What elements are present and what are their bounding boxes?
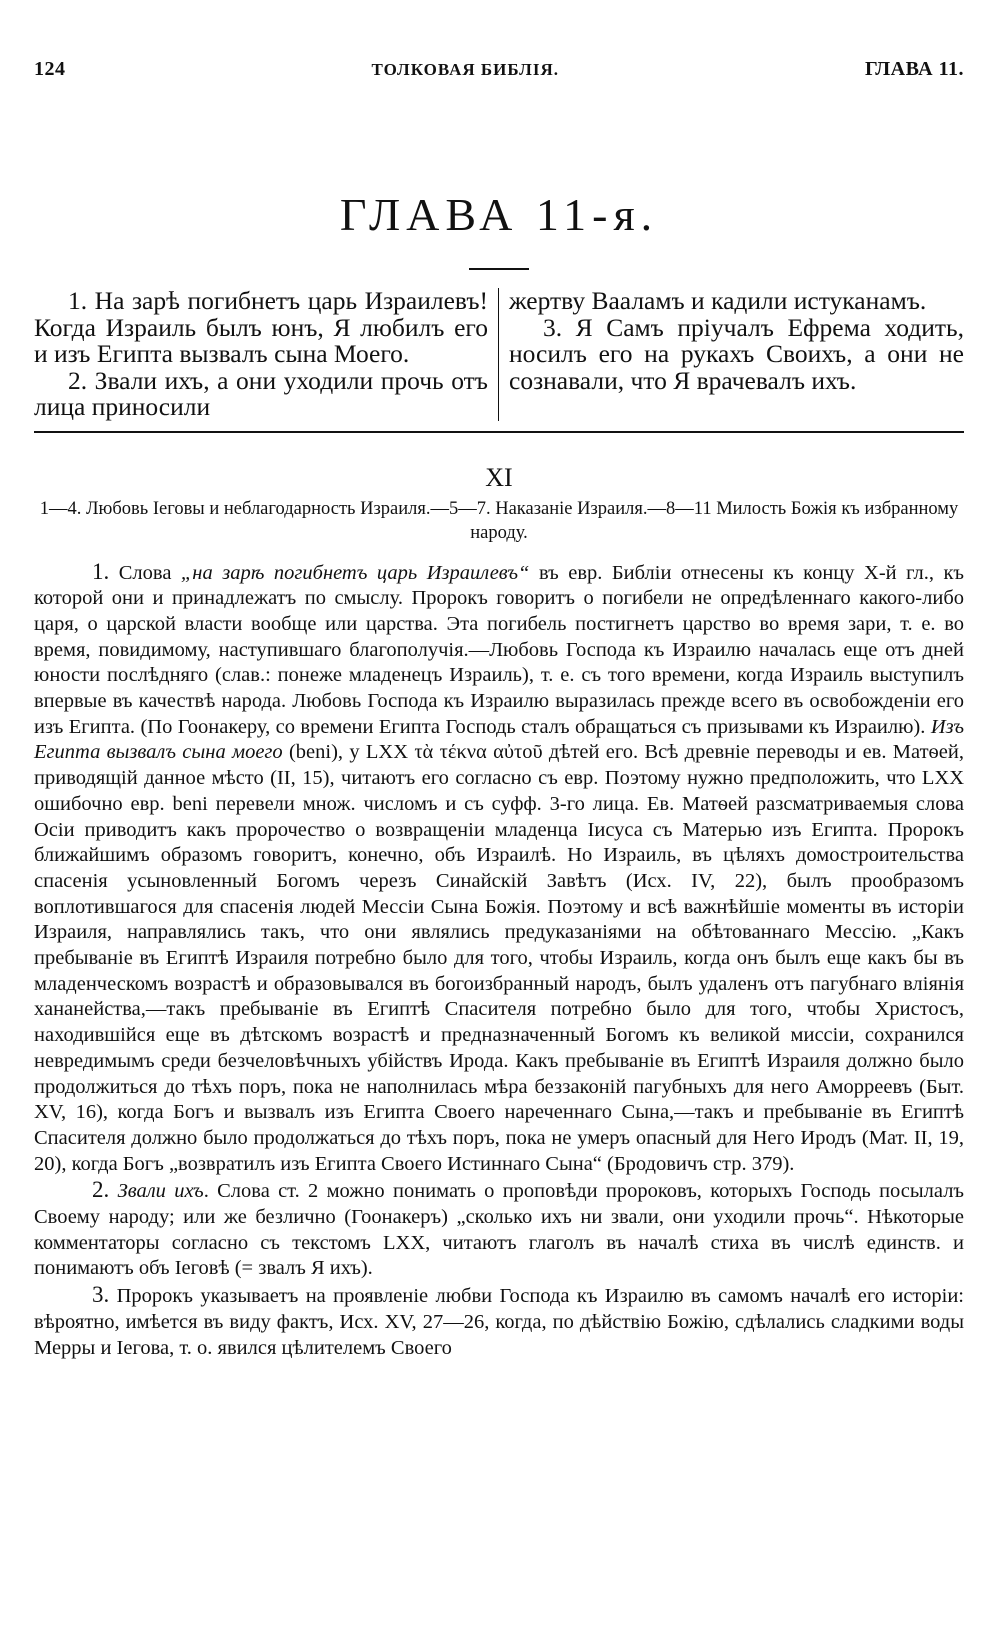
section-number: XI	[485, 462, 513, 492]
section-rule	[34, 431, 964, 433]
scripture-columns	[34, 288, 964, 421]
commentary-paragraph-3	[34, 1282, 964, 1361]
paragraph-text: . Слова ст. 2 можно понимать о проповѣди пророковъ, которыхъ Господь посылалъ Своему народу; или же безлично (Гоонакеръ) „сколько ихъ ни звали, они уходили прочь“. Нѣкоторые комментаторы согласно съ текстомъ LXX, читаютъ глаголъ въ началѣ стиха въ числѣ единств. и понимаютъ объ Іеговѣ (= звалъ Я ихъ).	[34, 1180, 965, 1280]
italic-quote: „на зарѣ погибнетъ царь Израилевъ“	[180, 561, 530, 584]
book-page	[34, 40, 964, 1361]
verse-1: 1. На зарѣ погибнетъ царь Израилевъ! Когда Израиль былъ юнъ, Я любилъ его и изъ Египта вызвалъ сына Моего.	[34, 286, 488, 368]
commentary-paragraph-1	[34, 559, 964, 1178]
page-number: 124	[34, 58, 66, 80]
chapter-title: ГЛАВА 11-я.	[339, 189, 659, 240]
paragraph-text: (beni), у LXX τὰ τέκνα αὐτοῦ дѣтей его. Всѣ древніе переводы и ев. Матѳей, приводящій данное мѣсто (II, 15), читаютъ его согласно съ евр. Поэтому нужно предположить, что LXX ошибочно евр. beni перевели множ. числомъ и съ суфф. 3-го лица. Ев. Матѳей разсматриваемыя слова Осіи приводитъ какъ пророчество о возвращеніи младенца Іисуса съ Матерью изъ Египта. Пророкъ ближайшимъ образомъ говоритъ, конечно, объ Израилѣ. Но Израиль, въ цѣляхъ домостроительства спасенія усыновленный Богомъ черезъ Синайскій Завѣтъ (Исх. IV, 22), былъ прообразомъ воплотившагося для спасенія людей Мессіи Сына Божія. Поэтому и всѣ важнѣйшіе моменты въ исторіи Израиля, направлялись такъ, что они являлись предуказаніями на обѣтованнаго Мессію. „Какъ пребываніе въ Египтѣ Израиля потребно было для того, чтобы Израиль, когда онъ былъ еще какъ бы въ младенческомъ возрастѣ и образовывался въ богоизбранный народъ, былъ удаленъ отъ пагубнаго вліянія хананейства,—такъ пребываніе въ Египтѣ Спасителя потребно было для того, чтобы Христосъ, находившійся еще въ дѣтскомъ возрастѣ и предназначенный Богомъ къ великой миссіи, сохранился невредимымъ среди безчеловѣчныхъ убійствъ Ирода. Какъ пребываніе въ Египтѣ Израиля должно было продолжиться до тѣхъ поръ, пока не наполнилась мѣра беззаконій пагубныхъ для него Аморреевъ (Быт. XV, 16), когда Богъ и вызвалъ изъ Египта Своего нареченнаго Сына,—такъ и пребываніе въ Египтѣ Спасителя должно было продолжаться до тѣхъ поръ, пока не умеръ опасный для Него Иродъ (Мат. II, 19, 20), когда Богъ „возвратилъ изъ Египта Своего Истиннаго Сына“ (Бродовичъ стр. 379).	[34, 741, 964, 1175]
verse-number: 2.	[92, 1177, 110, 1203]
paragraph-text: въ евр. Библіи отнесены къ концу X-й гл., къ которой они и принадлежатъ по смыслу. Пророкъ говоритъ о погибели не опредѣленнаго какого-либо царя, о царской власти вообще или царства. Эта погибель постигнетъ царство во время зари, т. е. во время, повидимому, наступившаго благополучія.—Любовь Господа къ Израилю началась еще отъ дней юности послѣдняго (слав.: понеже младенецъ Израиль), т. е. съ того времени, когда Израиль выступилъ впервые въ качествѣ народа. Любовь Господа къ Израилю выразилась прежде всего въ освобожденіи его изъ Египта. (По Гоонакеру, со времени Египта Господь сталъ обращаться съ призывами къ Израилю).	[34, 561, 965, 738]
verse-number: 3.	[92, 1282, 110, 1308]
running-head	[34, 40, 964, 92]
title-rule	[469, 268, 529, 270]
scripture-column-left	[34, 288, 499, 421]
section-summary: 1—4. Любовь Іеговы и неблагодарность Израиля.—5—7. Наказаніе Израиля.—8—11 Милость Божія къ избранному народу.	[39, 498, 959, 543]
verse-2: 2. Звали ихъ, а они уходили прочь отъ лица приносили	[34, 365, 488, 421]
book-title: ТОЛКОВАЯ БИБЛІЯ.	[371, 60, 559, 79]
paragraph-text: Пророкъ указываетъ на проявленіе любви Господа къ Израилю въ самомъ началѣ его исторіи: вѣроятно, имѣется въ виду фактъ, Исх. XV, 27—26, когда, по дѣйствію Божію, сдѣлались сладкими воды Мерры и Іегова, т. о. явился цѣлителемъ Своего	[34, 1285, 964, 1359]
italic-quote: Звали ихъ	[117, 1180, 204, 1203]
commentary-paragraph-2	[34, 1177, 964, 1282]
verse-3: 3. Я Самъ пріучалъ Ефрема ходить, носилъ его на рукахъ Своихъ, а они не сознавали, что Я врачевалъ ихъ.	[509, 312, 964, 395]
scripture-column-right	[499, 288, 964, 421]
italic-quote: Изъ Египта вызвалъ сына моего	[34, 715, 964, 764]
chapter-label: ГЛАВА 11.	[865, 58, 964, 80]
paragraph-lead: Слова	[118, 561, 181, 584]
verse-2-continued: жертву Вааламъ и кадили истуканамъ.	[509, 286, 927, 315]
commentary	[34, 559, 964, 1362]
verse-number: 1.	[92, 558, 110, 584]
